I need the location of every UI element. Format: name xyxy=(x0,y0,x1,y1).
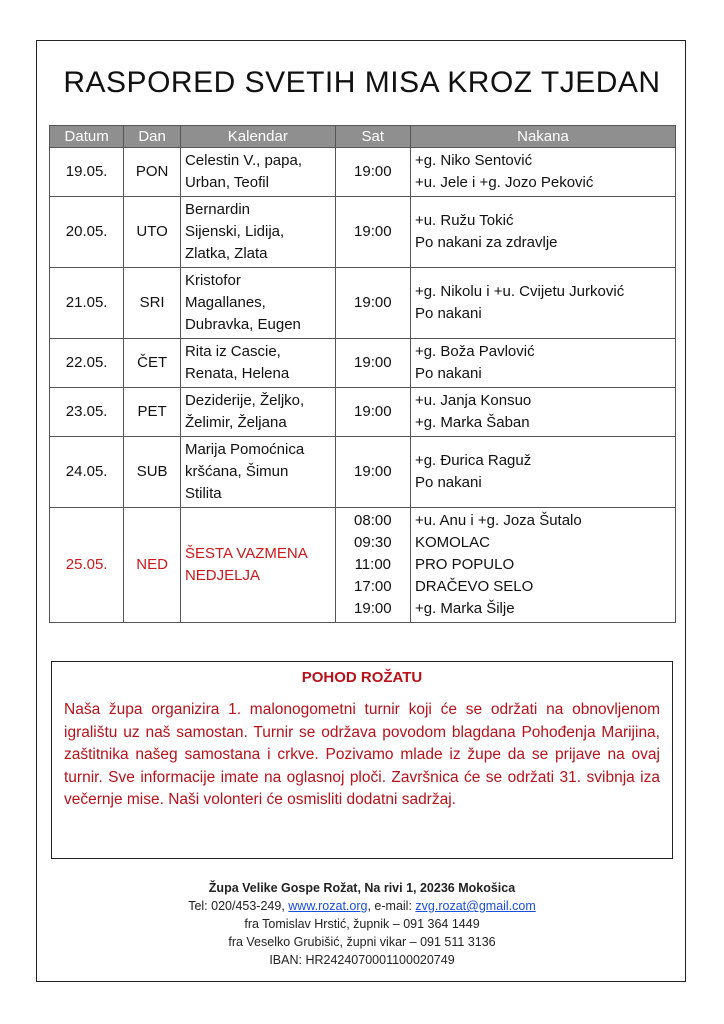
page-title: RASPORED SVETIH MISA KROZ TJEDAN xyxy=(63,66,661,99)
cell-calendar-line: Marija Pomoćnica xyxy=(184,441,305,458)
cell-time-line: 19:00 xyxy=(354,463,392,480)
cell-date: 21.05. xyxy=(50,268,124,339)
cell-time xyxy=(335,148,410,197)
cell-day: SUB xyxy=(124,437,181,508)
cell-intention xyxy=(410,197,675,268)
cell-intention xyxy=(410,268,675,339)
cell-time xyxy=(335,268,410,339)
cell-calendar xyxy=(180,339,335,388)
table-row xyxy=(50,148,676,197)
cell-date: 19.05. xyxy=(50,148,124,197)
cell-time-line: 19:00 xyxy=(354,354,392,371)
cell-calendar xyxy=(180,388,335,437)
table-row xyxy=(50,508,676,623)
cell-date: 20.05. xyxy=(50,197,124,268)
cell-calendar-line: Rita iz Cascie, xyxy=(184,343,281,360)
cell-intention-line: Po nakani xyxy=(414,365,482,382)
cell-date: 23.05. xyxy=(50,388,124,437)
header-date: Datum xyxy=(50,126,124,148)
footer-email-label: , e-mail: xyxy=(367,899,416,913)
cell-intention-line: +g. Niko Sentović xyxy=(414,152,533,169)
table-row xyxy=(50,197,676,268)
cell-time xyxy=(335,388,410,437)
cell-calendar-line: ŠESTA VAZMENA xyxy=(184,545,308,562)
cell-calendar-line: Celestin V., papa, xyxy=(184,152,302,169)
cell-time-line: 09:30 xyxy=(354,534,392,551)
header-day: Dan xyxy=(124,126,181,148)
cell-day: NED xyxy=(124,508,181,623)
cell-time-line: 19:00 xyxy=(354,163,392,180)
cell-time-line: 19:00 xyxy=(354,600,392,617)
table-row xyxy=(50,268,676,339)
cell-time-line: 11:00 xyxy=(354,556,392,573)
cell-intention xyxy=(410,339,675,388)
cell-time xyxy=(335,437,410,508)
footer-tel: Tel: 020/453-249, xyxy=(188,899,289,913)
cell-intention-line: KOMOLAC xyxy=(414,534,490,551)
table-row xyxy=(50,388,676,437)
cell-day: ČET xyxy=(124,339,181,388)
cell-calendar xyxy=(180,437,335,508)
table-header-row xyxy=(50,126,676,148)
cell-intention-line: Po nakani za zdravlje xyxy=(414,234,558,251)
mass-schedule-table xyxy=(49,125,676,623)
cell-calendar-line: Bernardin xyxy=(184,201,251,218)
header-calendar: Kalendar xyxy=(180,126,335,148)
cell-time-line: 19:00 xyxy=(354,403,392,420)
footer-iban: IBAN: HR2424070001100020749 xyxy=(269,953,455,967)
cell-intention-line: +g. Boža Pavlović xyxy=(414,343,535,360)
website-link[interactable]: www.rozat.org xyxy=(288,899,368,913)
header-intention: Nakana xyxy=(410,126,675,148)
header-time: Sat xyxy=(335,126,410,148)
cell-day: PET xyxy=(124,388,181,437)
cell-date: 22.05. xyxy=(50,339,124,388)
cell-time-line: 08:00 xyxy=(354,512,392,529)
cell-calendar-line: Renata, Helena xyxy=(184,365,290,382)
cell-intention xyxy=(410,148,675,197)
cell-intention-line: Po nakani xyxy=(414,305,482,322)
notice-title: POHOD ROŽATU xyxy=(301,669,423,686)
cell-time xyxy=(335,339,410,388)
cell-date: 25.05. xyxy=(50,508,124,623)
cell-calendar-line: Želimir, Željana xyxy=(184,414,287,431)
footer-parish: Župa Velike Gospe Rožat, Na rivi 1, 20236 Mokošica xyxy=(208,881,516,895)
cell-day: SRI xyxy=(124,268,181,339)
cell-calendar-line: Kristofor xyxy=(184,272,241,289)
cell-intention-line: +g. Marka Šaban xyxy=(414,414,530,431)
footer-contact xyxy=(0,897,724,915)
cell-time-line: 19:00 xyxy=(354,294,392,311)
cell-intention-line: +u. Jele i +g. Jozo Peković xyxy=(414,174,594,191)
cell-intention-line: +g. Đurica Raguž xyxy=(414,452,532,469)
cell-day: PON xyxy=(124,148,181,197)
cell-calendar-line: Magallanes, xyxy=(184,294,266,311)
cell-calendar-line: Deziderije, Željko, xyxy=(184,392,305,409)
cell-intention xyxy=(410,388,675,437)
table-row xyxy=(50,437,676,508)
cell-intention-line: PRO POPULO xyxy=(414,556,515,573)
cell-time xyxy=(335,508,410,623)
cell-calendar-line: kršćana, Šimun xyxy=(184,463,289,480)
cell-intention-line: +g. Marka Šilje xyxy=(414,600,515,617)
cell-time-line: 19:00 xyxy=(354,223,392,240)
footer-vicar: fra Veselko Grubišić, župni vikar – 091 511 3136 xyxy=(228,935,496,949)
cell-calendar-line: Urban, Teofil xyxy=(184,174,269,191)
cell-intention-line: +g. Nikolu i +u. Cvijetu Jurković xyxy=(414,283,625,300)
cell-calendar-line: Dubravka, Eugen xyxy=(184,316,301,333)
cell-calendar xyxy=(180,508,335,623)
cell-calendar-line: Sijenski, Lidija, xyxy=(184,223,285,240)
cell-calendar-line: NEDJELJA xyxy=(184,567,260,584)
cell-time xyxy=(335,197,410,268)
notice-box xyxy=(51,661,673,859)
cell-intention-line: DRAČEVO SELO xyxy=(414,578,534,595)
cell-calendar-line: Stilita xyxy=(184,485,222,502)
cell-intention-line: +u. Ružu Tokić xyxy=(414,212,514,229)
cell-intention xyxy=(410,508,675,623)
footer xyxy=(0,879,724,969)
cell-day: UTO xyxy=(124,197,181,268)
notice-text: Naša župa organizira 1. malonogometni turnir koji će se održati na obnovljenom igralištu uz naš samostan. Turnir se održava povodom blagdana Pohođenja Marijina, zaštitnika našeg samostana i crkve. Pozivamo mlade iz župe da se prijave na ovaj turnir. Sve informacije imate na oglasnoj ploči. Završnica će se održati 31. svibnja iza večernje mise. Naši volonteri će osmisliti dodatni sadržaj. xyxy=(64,701,660,808)
cell-intention-line: +u. Anu i +g. Joza Šutalo xyxy=(414,512,582,529)
footer-priest: fra Tomislav Hrstić, župnik – 091 364 1449 xyxy=(244,917,480,931)
cell-calendar-line: Zlatka, Zlata xyxy=(184,245,268,262)
cell-calendar xyxy=(180,148,335,197)
cell-calendar xyxy=(180,268,335,339)
cell-intention xyxy=(410,437,675,508)
email-link[interactable]: zvg.rozat@gmail.com xyxy=(415,899,536,913)
cell-time-line: 17:00 xyxy=(354,578,392,595)
cell-intention-line: +u. Janja Konsuo xyxy=(414,392,532,409)
cell-intention-line: Po nakani xyxy=(414,474,482,491)
table-row xyxy=(50,339,676,388)
cell-calendar xyxy=(180,197,335,268)
cell-date: 24.05. xyxy=(50,437,124,508)
